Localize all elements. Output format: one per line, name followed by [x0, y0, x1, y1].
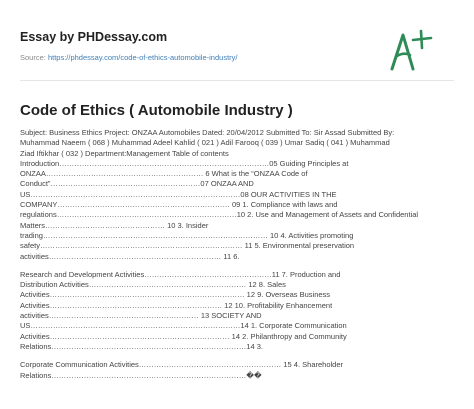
body-paragraph: [20, 360, 456, 381]
body-line: Conduct”……………………………………………………07 ONZAA AND: [20, 179, 254, 189]
body-line: Activities……………………………………………………………… 14 2. Philanthropy and Community: [20, 331, 347, 341]
body-line: regulations………………………………………………………………10 2. Use and Management of Assets and Confidential: [20, 210, 419, 220]
body-line: activities…………………………………………………… 13 SOCIETY AND: [20, 311, 262, 321]
body-paragraph: [20, 270, 456, 352]
body-line: trading……………………………………………………………………………… 10 4. Activities promoting: [20, 230, 354, 240]
header-divider: [20, 80, 454, 81]
body-line: Relations……………………………………………………………………14 3.: [20, 341, 263, 351]
body-line: Subject: Business Ethics Project: ONZAA Automobiles Dated: 20/04/2012 Submitted To: Sir Assad Submitted By:: [20, 128, 395, 137]
body-line: Activities…………………………………………………………… 12 10. Profitability Enhancement: [20, 300, 333, 310]
body-line: Ziad Iftikhar ( 032 ) Department:Management Table of contents: [20, 148, 229, 158]
body-line: Introduction…………………………………………………………………………05 Guiding Principles at: [20, 158, 349, 168]
body-line: activities…………………………………………………………… 11 6.: [20, 251, 240, 261]
body-paragraph: [20, 128, 456, 262]
body-line: Distribution Activities……………………………………………………… 12 8. Sales: [20, 280, 286, 290]
body-line: ONZAA……………………………………………………… 6 What is the “ONZAA Code of: [20, 169, 308, 179]
body-line: US…………………………………………………………………………08 OUR ACTIVITIES IN THE: [20, 189, 337, 199]
body-line: Activities…………………………………………………………………… 12 9. Overseas Business: [20, 290, 331, 300]
body-line: Matters………………………………………… 10 3. Insider: [20, 220, 209, 230]
document-title: Code of Ethics ( Automobile Industry ): [20, 102, 293, 119]
site-brand: Essay by PHDessay.com: [20, 30, 168, 44]
source-label: Source:: [20, 53, 46, 62]
a-plus-grade-icon: [386, 27, 438, 73]
document-body: [20, 128, 456, 389]
source-link[interactable]: https://phdessay.com/code-of-ethics-automobile-industry/: [47, 53, 238, 62]
body-line: US…………………………………………………………………………14 1. Corporate Communication: [20, 321, 347, 331]
body-line: Corporate Communication Activities………………………………………………… 15 4. Shareholder: [20, 360, 344, 370]
body-line: Research and Development Activities……………………………………………11 7. Production and: [20, 269, 341, 279]
body-line: COMPANY…………………………………………………………… 09 1. Compliance with laws and: [20, 200, 338, 210]
body-line: Relations……………………………………………………………………��: [20, 370, 262, 380]
body-line: Muhammad Naeem ( 068 ) Muhammad Adeel Kahlid ( 021 ) Adil Farooq ( 039 ) Umar Sadiq ( 041 ) Muhammad: [20, 138, 390, 148]
body-line: safety……………………………………………………………………… 11 5. Environmental preservation: [20, 241, 355, 251]
